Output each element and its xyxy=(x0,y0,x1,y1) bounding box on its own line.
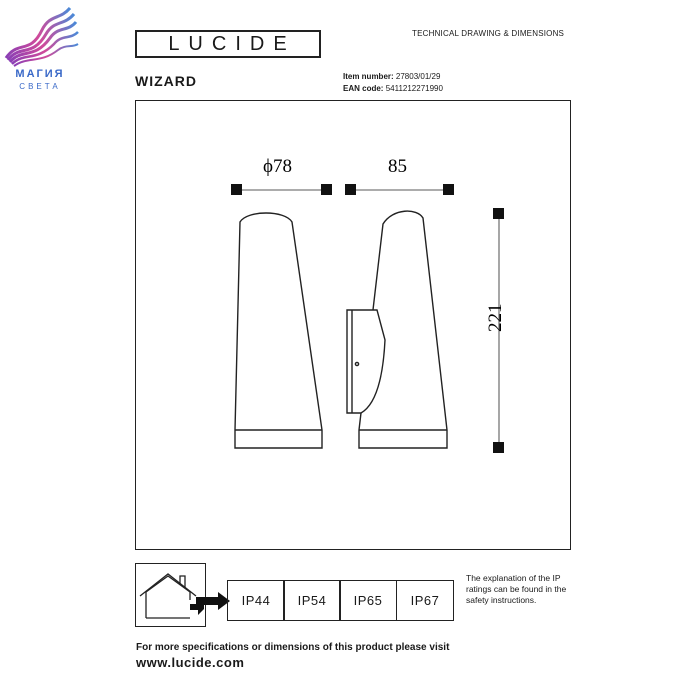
ean-code-row xyxy=(343,84,443,93)
footer-info-text: For more specifications or dimensions of this product please visit xyxy=(136,642,450,653)
diameter-dim-end-right xyxy=(321,184,332,195)
ip-rating-box: IP44 xyxy=(227,580,285,621)
house-icon xyxy=(136,564,204,625)
watermark-name: МАГИЯ xyxy=(15,68,65,80)
diameter-dim-label: ϕ78 xyxy=(263,156,293,177)
depth-dim-end-right xyxy=(443,184,454,195)
item-number-label: Item number: xyxy=(343,72,394,81)
item-number-row xyxy=(343,72,440,81)
height-dim-label: 221 xyxy=(485,303,506,332)
diameter-dim-end-left xyxy=(231,184,242,195)
item-number-value: 27803/01/29 xyxy=(395,72,441,81)
arrow-right-icon xyxy=(196,592,230,610)
ip-explanation-note: The explanation of the IP ratings can be found in the safety instructions. xyxy=(466,573,567,605)
watermark-sub: СВЕТА xyxy=(19,82,61,91)
ean-code-label: EAN code: xyxy=(343,84,384,93)
lucide-logo xyxy=(135,30,321,58)
ip-rating-box: IP54 xyxy=(283,580,341,621)
document-type-heading: TECHNICAL DRAWING & DIMENSIONS xyxy=(412,29,565,38)
wall-bracket xyxy=(347,310,385,413)
lucide-logo-text: LUCIDE xyxy=(168,33,296,55)
front-view-lamp xyxy=(235,213,322,448)
depth-dim-label: 85 xyxy=(388,156,407,177)
ip-rating-box: IP65 xyxy=(339,580,397,621)
website-link[interactable]: www.lucide.com xyxy=(136,655,245,670)
height-dim-end-bottom xyxy=(493,442,504,453)
product-model-name: WIZARD xyxy=(135,73,197,89)
ip-rating-box: IP67 xyxy=(396,580,454,621)
height-dim-end-top xyxy=(493,208,504,219)
depth-dim-end-left xyxy=(345,184,356,195)
technical-drawing xyxy=(135,100,571,550)
ean-code-value: 5411212271990 xyxy=(385,84,443,93)
